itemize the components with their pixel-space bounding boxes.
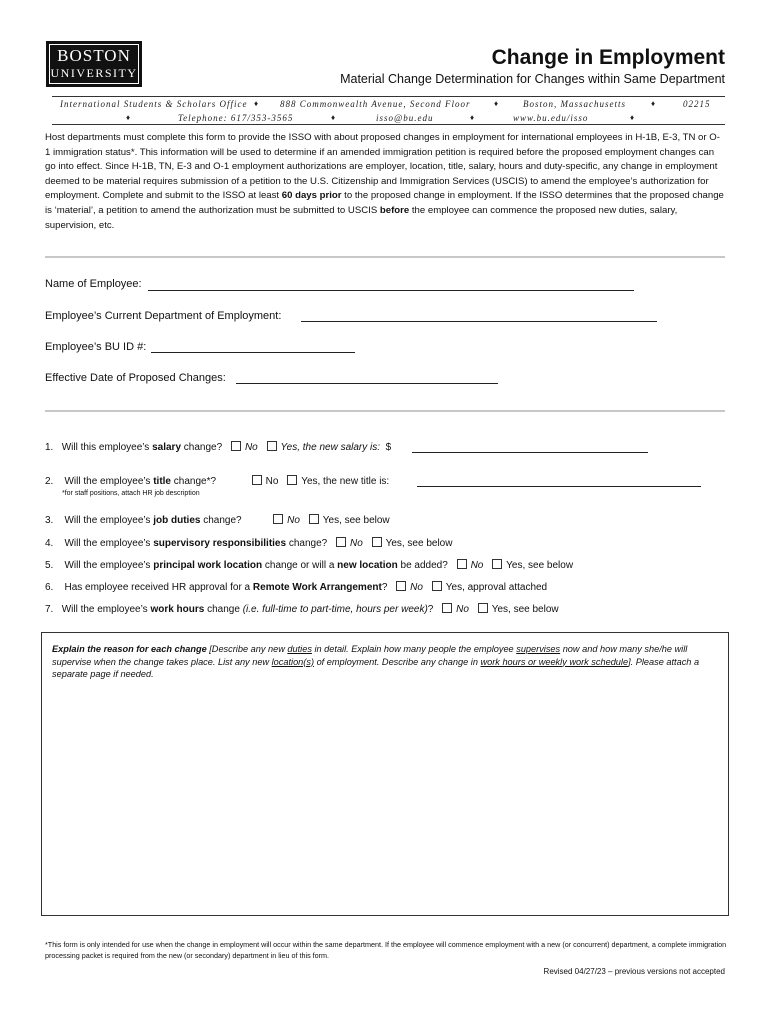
effective-date-label: Effective Date of Proposed Changes: xyxy=(45,372,226,384)
address-top-rule xyxy=(52,96,725,97)
no-label: No xyxy=(410,582,423,593)
explanation-text: [Describe any new xyxy=(206,644,288,654)
effective-date-field[interactable] xyxy=(236,383,498,384)
hours-yes-checkbox[interactable] xyxy=(478,603,488,613)
question-text: Will the employee’s xyxy=(64,476,154,487)
intro-text: to the proposed change in employment. If the ISSO determines that the proposed change is ‘material’, a petition to amend the authorization must be submitted to USCIS xyxy=(45,190,724,216)
question-number: 4. xyxy=(45,538,54,549)
address-bullet: ♦ xyxy=(651,99,657,108)
address-zip: 02215 xyxy=(683,99,711,109)
logo-line1: BOSTON xyxy=(57,46,131,65)
yes-label: Yes, the new salary is: xyxy=(280,442,381,453)
location-no-checkbox[interactable] xyxy=(457,559,467,569)
explanation-text: of employment. Describe any change in xyxy=(314,656,481,667)
explanation-instructions xyxy=(52,643,722,681)
question-keyword: Remote Work Arrangement xyxy=(252,582,382,593)
explanation-text: now and how many she/he will supervise when the change takes place. List any new xyxy=(52,644,688,667)
yes-label: Yes, see below xyxy=(491,604,559,615)
address-bullet: ♦ xyxy=(254,99,260,108)
question-text: Has employee received HR approval for a xyxy=(64,582,253,593)
no-label: No xyxy=(349,538,363,549)
address-street: 888 Commonwealth Avenue, Second Floor xyxy=(280,99,471,109)
new-title-field[interactable] xyxy=(417,486,701,487)
page-title: Change in Employment xyxy=(491,46,725,69)
question-text: ? xyxy=(427,604,434,615)
address-bullet: ♦ xyxy=(630,113,636,122)
question-supervisory xyxy=(45,537,452,549)
bu-id-field[interactable] xyxy=(151,352,355,353)
employee-name-field[interactable] xyxy=(148,290,634,291)
bu-id-label: Employee’s BU ID #: xyxy=(45,341,147,353)
intro-paragraph xyxy=(45,131,725,233)
address-bullet: ♦ xyxy=(470,113,476,122)
question-keyword: principal work location xyxy=(153,560,263,571)
hours-no-checkbox[interactable] xyxy=(442,603,452,613)
question-number: 5. xyxy=(45,560,54,571)
currency-symbol: $ xyxy=(385,442,392,453)
address-office: International Students & Scholars Office xyxy=(60,99,248,109)
title-footnote: *for staff positions, attach HR job description xyxy=(62,490,200,497)
question-number: 7. xyxy=(45,604,54,615)
logo-line2: UNIVERSITY xyxy=(50,66,138,80)
no-label: No xyxy=(470,560,484,571)
remote-no-checkbox[interactable] xyxy=(396,581,406,591)
address-bullet: ♦ xyxy=(494,99,500,108)
question-text: Will the employee’s xyxy=(64,560,154,571)
explanation-textarea[interactable] xyxy=(41,632,729,916)
address-city: Boston, Massachusetts xyxy=(523,99,626,109)
question-text: ? xyxy=(381,582,388,593)
boston-university-logo xyxy=(46,41,142,87)
title-yes-checkbox[interactable] xyxy=(287,475,297,485)
employee-name-label: Name of Employee: xyxy=(45,278,142,290)
explanation-underlined: duties xyxy=(287,644,312,654)
revision-date: Revised 04/27/23 – previous versions not accepted xyxy=(543,967,725,976)
explanation-heading: Explain the reason for each change xyxy=(52,644,207,654)
salary-yes-checkbox[interactable] xyxy=(267,441,277,451)
intro-bold-deadline: 60 days prior xyxy=(281,190,342,202)
question-text: change xyxy=(204,604,243,615)
yes-label: Yes, see below xyxy=(385,538,453,549)
title-no-checkbox[interactable] xyxy=(252,475,262,485)
duties-yes-checkbox[interactable] xyxy=(309,514,319,524)
question-work-location xyxy=(45,559,573,571)
question-hint: (i.e. full-time to part-time, hours per week) xyxy=(242,604,428,615)
question-job-duties xyxy=(45,514,390,526)
duties-no-checkbox[interactable] xyxy=(273,514,283,524)
question-keyword: work hours xyxy=(150,604,205,615)
question-text: Will the employee’s xyxy=(61,604,151,615)
address-bullet: ♦ xyxy=(331,113,337,122)
address-email: isso@bu.edu xyxy=(376,113,434,123)
question-keyword: job duties xyxy=(153,515,201,526)
intro-text: the employee can commence the proposed new duties, salary, supervision, etc. xyxy=(45,204,678,231)
question-number: 2. xyxy=(45,476,54,487)
no-label: No xyxy=(265,476,279,487)
explanation-text: in detail. Explain how many people the employee xyxy=(311,644,517,654)
address-bottom-rule xyxy=(52,124,725,125)
explanation-underlined: supervises xyxy=(516,644,561,654)
intro-text: Host departments must complete this form to provide the ISSO with about proposed changes in employment for international employees in H-1B, E-3, TN or O-1 immigration status*. This information will be used to determine if an amended immigration petition is required before the proposed employment changes can go into effect. Since H-1B, TN, E-3 and O-1 employment authorizations are employer, location, title, salary, hours and duty-specific, any change in employment deemed to be material requires submission of a petition to the U.S. Citizenship and Immigration Services (USCIS) to amend the employee’s authorization for employment. Complete and submit to the ISSO at least xyxy=(45,132,720,202)
section-divider xyxy=(45,256,725,258)
remote-yes-checkbox[interactable] xyxy=(432,581,442,591)
location-yes-checkbox[interactable] xyxy=(492,559,502,569)
question-text: Will the employee’s xyxy=(64,515,154,526)
question-text: Will this employee’s xyxy=(61,442,153,453)
question-text: change? xyxy=(181,442,223,453)
question-text: Will the employee’s xyxy=(64,538,154,549)
question-text: be added? xyxy=(397,560,448,571)
question-text: change*? xyxy=(171,476,217,487)
yes-label: Yes, approval attached xyxy=(445,582,548,593)
yes-label: Yes, see below xyxy=(322,515,390,526)
question-text: change? xyxy=(286,538,328,549)
question-work-hours xyxy=(45,603,559,615)
explanation-text: ]. Please attach a separate page if needed. xyxy=(52,656,700,679)
section-divider xyxy=(45,410,725,412)
explanation-underlined: work hours or weekly work schedule xyxy=(480,656,629,667)
new-salary-field[interactable] xyxy=(412,452,648,453)
question-text: change? xyxy=(200,515,242,526)
salary-no-checkbox[interactable] xyxy=(231,441,241,451)
department-field[interactable] xyxy=(301,321,657,322)
question-keyword: title xyxy=(153,476,171,487)
page-subtitle: Material Change Determination for Changes within Same Department xyxy=(340,72,725,86)
yes-label: Yes, the new title is: xyxy=(301,476,390,487)
question-number: 6. xyxy=(45,582,54,593)
question-number: 3. xyxy=(45,515,54,526)
explanation-underlined: location(s) xyxy=(271,656,315,667)
no-label: No xyxy=(244,442,258,453)
question-title xyxy=(45,475,389,487)
no-label: No xyxy=(287,515,300,526)
question-keyword: supervisory responsibilities xyxy=(153,538,287,549)
department-label: Employee’s Current Department of Employment: xyxy=(45,310,282,322)
question-remote-work xyxy=(45,581,547,593)
no-label: No xyxy=(456,604,469,615)
intro-bold-before: before xyxy=(379,204,410,216)
supervisory-no-checkbox[interactable] xyxy=(336,537,346,547)
address-web: www.bu.edu/isso xyxy=(513,113,589,123)
address-bullet: ♦ xyxy=(126,113,132,122)
yes-label: Yes, see below xyxy=(506,560,574,571)
footer-note: *This form is only intended for use when the change in employment will occur within the same department. If the employee will commence employment with a new (or concurrent) department, a complete immigration processing packet is required from the new (or secondary) department in lieu of this form. xyxy=(45,940,727,960)
question-keyword: salary xyxy=(152,442,182,453)
supervisory-yes-checkbox[interactable] xyxy=(372,537,382,547)
question-keyword: new location xyxy=(337,560,398,571)
question-salary xyxy=(45,441,391,453)
question-text: change or will a xyxy=(262,560,338,571)
address-phone: Telephone: 617/353-3565 xyxy=(178,113,294,123)
question-number: 1. xyxy=(45,442,54,453)
